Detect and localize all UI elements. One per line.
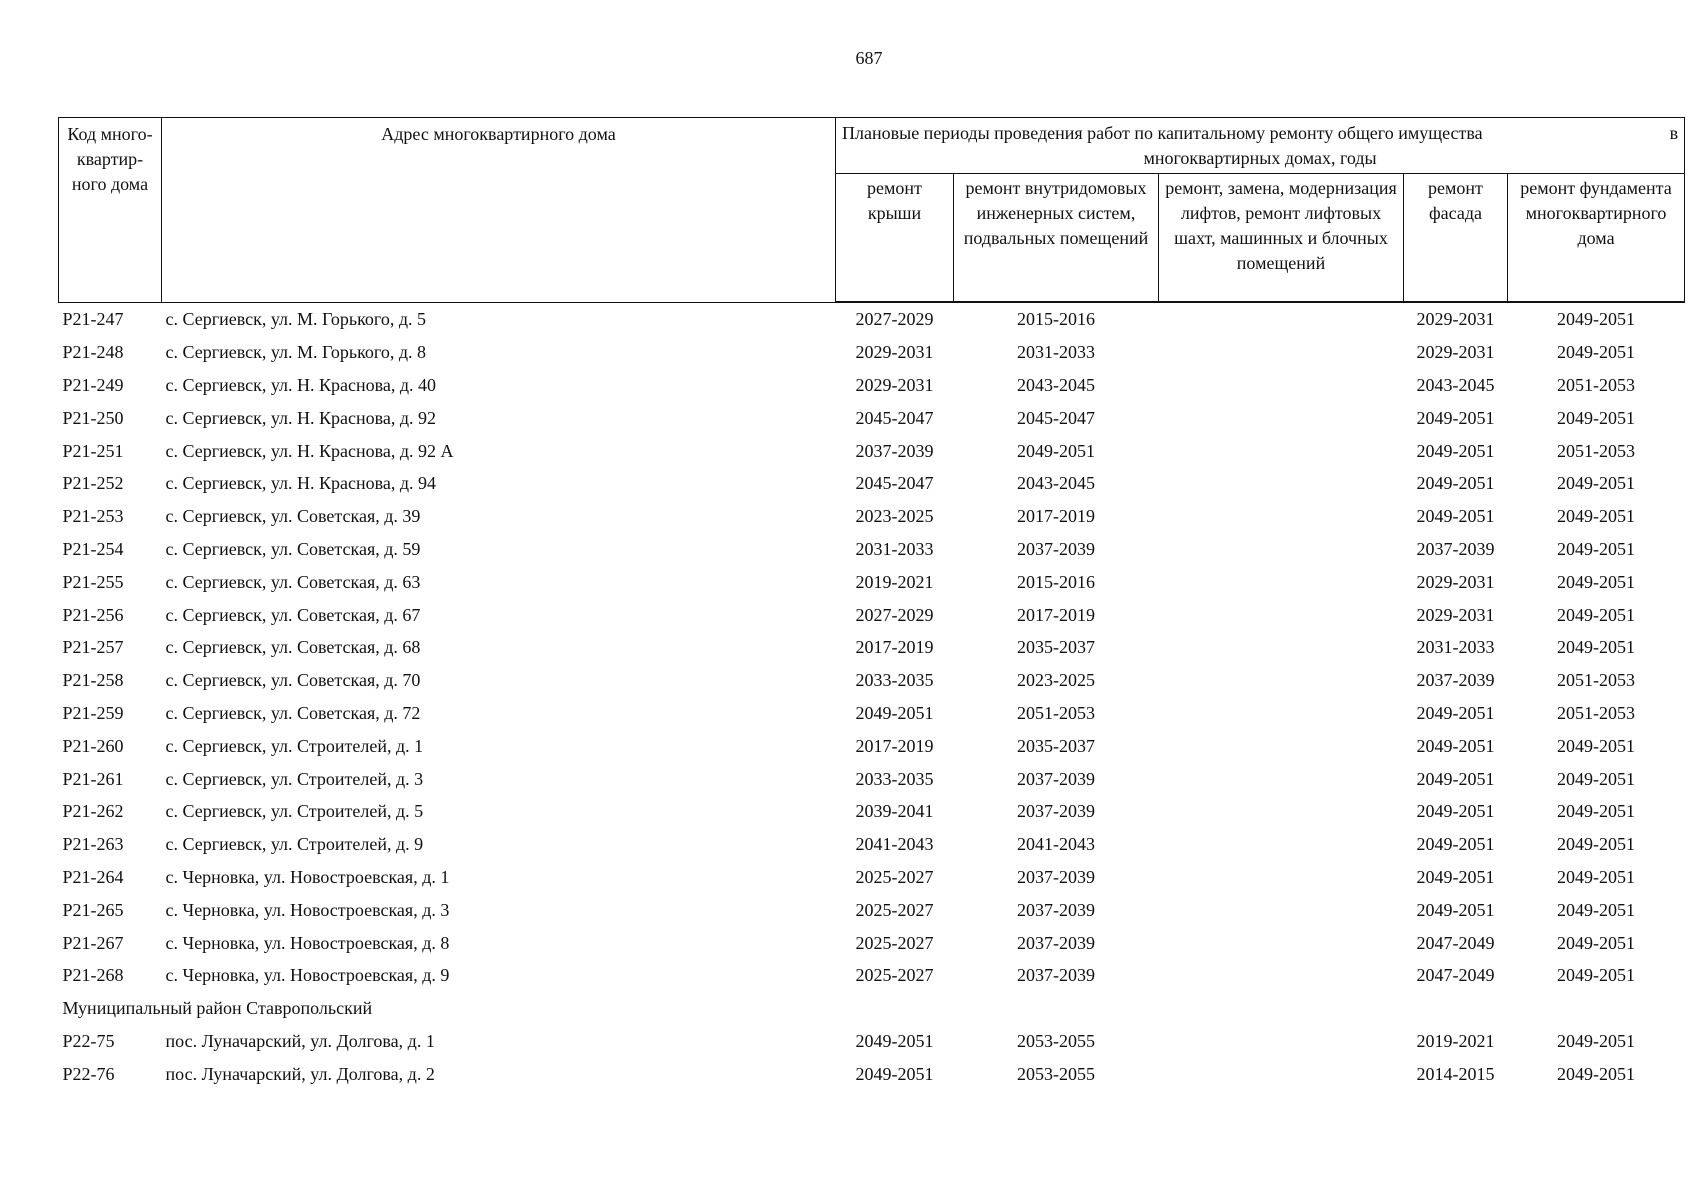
cell-code: Р21-262 — [62, 801, 124, 822]
cell-engineering: 2031-2033 — [1017, 342, 1095, 363]
table-row — [59, 1025, 1685, 1058]
table-row — [59, 401, 1685, 434]
cell-facade: 2029-2031 — [1416, 571, 1495, 592]
table-row — [59, 533, 1685, 566]
cell-elevator — [1159, 533, 1404, 566]
cell-code: Р21-251 — [62, 440, 124, 461]
table-row — [59, 1057, 1685, 1090]
cell-elevator — [1159, 1057, 1404, 1090]
cell-engineering: 2035-2037 — [1017, 735, 1095, 756]
cell-roof: 2049-2051 — [855, 1030, 934, 1051]
cell-code: Р21-267 — [62, 932, 124, 953]
table-row — [59, 598, 1685, 631]
table-row — [59, 434, 1685, 467]
header-engineering: ремонт внутридомовых инженерных систем, подвальных помещений — [954, 174, 1159, 303]
cell-address: с. Сергиевск, ул. Строителей, д. 1 — [165, 735, 424, 756]
table-row — [59, 828, 1685, 861]
cell-address: с. Сергиевск, ул. Н. Краснова, д. 92 А — [165, 440, 454, 461]
cell-foundation: 2049-2051 — [1557, 407, 1636, 428]
table-row — [59, 500, 1685, 533]
cell-code: Р22-75 — [62, 1030, 115, 1051]
cell-foundation: 2049-2051 — [1557, 342, 1636, 363]
table-row — [59, 664, 1685, 697]
cell-facade: 2049-2051 — [1416, 834, 1495, 855]
header-code: Код много-квартир-ного дома — [59, 118, 162, 303]
cell-engineering: 2017-2019 — [1017, 506, 1095, 527]
cell-elevator — [1159, 302, 1404, 336]
cell-foundation: 2049-2051 — [1557, 604, 1636, 625]
cell-roof: 2019-2021 — [855, 571, 934, 592]
cell-facade: 2043-2045 — [1416, 374, 1495, 395]
cell-foundation: 2051-2053 — [1557, 702, 1636, 723]
cell-foundation: 2049-2051 — [1557, 506, 1636, 527]
header-planned-periods-line1: Плановые периоды проведения работ по капитальному ремонту общего имущества — [842, 123, 1483, 143]
cell-code: Р21-264 — [62, 866, 124, 887]
cell-code: Р21-268 — [62, 965, 124, 986]
cell-address: с. Сергиевск, ул. Строителей, д. 5 — [165, 801, 424, 822]
table-row — [59, 762, 1685, 795]
table-row — [59, 795, 1685, 828]
cell-facade: 2047-2049 — [1416, 965, 1495, 986]
cell-elevator — [1159, 926, 1404, 959]
cell-engineering: 2015-2016 — [1017, 571, 1095, 592]
header-planned-periods-line2: многоквартирных домах, годы — [1143, 148, 1377, 168]
section-title: Муниципальный район Ставропольский — [62, 998, 373, 1019]
cell-elevator — [1159, 369, 1404, 402]
cell-code: Р21-265 — [62, 899, 124, 920]
cell-engineering: 2043-2045 — [1017, 473, 1095, 494]
cell-engineering: 2015-2016 — [1017, 309, 1095, 330]
cell-roof: 2033-2035 — [855, 768, 934, 789]
cell-foundation: 2049-2051 — [1557, 309, 1636, 330]
cell-engineering: 2045-2047 — [1017, 407, 1095, 428]
cell-address: с. Сергиевск, ул. Советская, д. 70 — [165, 670, 421, 691]
cell-elevator — [1159, 861, 1404, 894]
table-row — [59, 893, 1685, 926]
cell-elevator — [1159, 467, 1404, 500]
cell-foundation: 2049-2051 — [1557, 735, 1636, 756]
cell-elevator — [1159, 697, 1404, 730]
cell-code: Р21-249 — [62, 374, 124, 395]
cell-address: с. Сергиевск, ул. М. Горького, д. 5 — [165, 309, 426, 330]
header-foundation: ремонт фундамента многоквартирного дома — [1508, 174, 1685, 303]
cell-code: Р21-260 — [62, 735, 124, 756]
cell-elevator — [1159, 500, 1404, 533]
cell-address: с. Сергиевск, ул. Советская, д. 63 — [165, 571, 421, 592]
cell-elevator — [1159, 631, 1404, 664]
cell-address: с. Черновка, ул. Новостроевская, д. 3 — [165, 899, 450, 920]
table-row — [59, 467, 1685, 500]
cell-elevator — [1159, 434, 1404, 467]
cell-foundation: 2049-2051 — [1557, 571, 1636, 592]
cell-engineering: 2051-2053 — [1017, 702, 1095, 723]
cell-code: Р21-257 — [62, 637, 124, 658]
cell-engineering: 2037-2039 — [1017, 801, 1095, 822]
cell-foundation: 2051-2053 — [1557, 440, 1636, 461]
cell-facade: 2049-2051 — [1416, 440, 1495, 461]
cell-elevator — [1159, 959, 1404, 992]
cell-facade: 2037-2039 — [1416, 538, 1495, 559]
table-row — [59, 729, 1685, 762]
cell-code: Р21-261 — [62, 768, 124, 789]
cell-code: Р21-256 — [62, 604, 124, 625]
cell-roof: 2049-2051 — [855, 702, 934, 723]
cell-roof: 2017-2019 — [855, 637, 934, 658]
cell-facade: 2049-2051 — [1416, 735, 1495, 756]
cell-foundation: 2051-2053 — [1557, 670, 1636, 691]
cell-facade: 2049-2051 — [1416, 702, 1495, 723]
cell-address: пос. Луначарский, ул. Долгова, д. 1 — [165, 1030, 435, 1051]
cell-address: с. Сергиевск, ул. Н. Краснова, д. 94 — [165, 473, 437, 494]
cell-roof: 2027-2029 — [855, 604, 934, 625]
cell-elevator — [1159, 598, 1404, 631]
cell-foundation: 2049-2051 — [1557, 932, 1636, 953]
cell-foundation: 2049-2051 — [1557, 801, 1636, 822]
header-planned-periods — [836, 118, 1685, 174]
cell-foundation: 2049-2051 — [1557, 965, 1636, 986]
cell-elevator — [1159, 762, 1404, 795]
cell-elevator — [1159, 729, 1404, 762]
cell-engineering: 2037-2039 — [1017, 899, 1095, 920]
cell-foundation: 2049-2051 — [1557, 1030, 1636, 1051]
cell-elevator — [1159, 893, 1404, 926]
table-row — [59, 336, 1685, 369]
cell-roof: 2025-2027 — [855, 899, 934, 920]
cell-code: Р21-259 — [62, 702, 124, 723]
table-row — [59, 302, 1685, 336]
cell-address: с. Сергиевск, ул. Советская, д. 59 — [165, 538, 421, 559]
cell-facade: 2049-2051 — [1416, 801, 1495, 822]
cell-roof: 2025-2027 — [855, 965, 934, 986]
cell-facade: 2029-2031 — [1416, 604, 1495, 625]
table-header — [59, 118, 1685, 303]
cell-roof: 2031-2033 — [855, 538, 934, 559]
cell-roof: 2033-2035 — [855, 670, 934, 691]
cell-elevator — [1159, 664, 1404, 697]
cell-facade: 2029-2031 — [1416, 342, 1495, 363]
cell-code: Р22-76 — [62, 1063, 115, 1084]
cell-code: Р21-250 — [62, 407, 124, 428]
cell-facade: 2047-2049 — [1416, 932, 1495, 953]
cell-facade: 2049-2051 — [1416, 473, 1495, 494]
cell-engineering: 2037-2039 — [1017, 768, 1095, 789]
cell-elevator — [1159, 828, 1404, 861]
cell-engineering: 2049-2051 — [1017, 440, 1095, 461]
cell-address: с. Сергиевск, ул. Строителей, д. 3 — [165, 768, 424, 789]
section-row — [59, 992, 1685, 1025]
cell-elevator — [1159, 336, 1404, 369]
cell-roof: 2027-2029 — [855, 309, 934, 330]
cell-address: с. Сергиевск, ул. Советская, д. 72 — [165, 702, 421, 723]
cell-roof: 2023-2025 — [855, 506, 934, 527]
cell-foundation: 2049-2051 — [1557, 834, 1636, 855]
cell-engineering: 2043-2045 — [1017, 374, 1095, 395]
cell-facade: 2037-2039 — [1416, 670, 1495, 691]
cell-roof: 2041-2043 — [855, 834, 934, 855]
table-row — [59, 959, 1685, 992]
cell-code: Р21-253 — [62, 506, 124, 527]
cell-roof: 2025-2027 — [855, 866, 934, 887]
cell-address: с. Сергиевск, ул. Строителей, д. 9 — [165, 834, 424, 855]
cell-elevator — [1159, 1025, 1404, 1058]
cell-code: Р21-248 — [62, 342, 124, 363]
cell-facade: 2049-2051 — [1416, 506, 1495, 527]
cell-engineering: 2023-2025 — [1017, 670, 1095, 691]
cell-foundation: 2049-2051 — [1557, 866, 1636, 887]
cell-code: Р21-252 — [62, 473, 124, 494]
header-address: Адрес многоквартирного дома — [162, 118, 836, 303]
table-row — [59, 926, 1685, 959]
cell-engineering: 2037-2039 — [1017, 866, 1095, 887]
cell-address: с. Сергиевск, ул. Советская, д. 67 — [165, 604, 421, 625]
cell-address: с. Сергиевск, ул. М. Горького, д. 8 — [165, 342, 426, 363]
cell-facade: 2014-2015 — [1416, 1063, 1495, 1084]
table-row — [59, 565, 1685, 598]
cell-roof: 2045-2047 — [855, 473, 934, 494]
cell-facade: 2049-2051 — [1416, 407, 1495, 428]
cell-engineering: 2035-2037 — [1017, 637, 1095, 658]
cell-address: с. Сергиевск, ул. Советская, д. 68 — [165, 637, 421, 658]
cell-code: Р21-263 — [62, 834, 124, 855]
cell-address: с. Черновка, ул. Новостроевская, д. 9 — [165, 965, 450, 986]
cell-facade: 2031-2033 — [1416, 637, 1495, 658]
cell-code: Р21-254 — [62, 538, 124, 559]
header-facade: ремонт фасада — [1404, 174, 1508, 303]
cell-foundation: 2049-2051 — [1557, 538, 1636, 559]
cell-engineering: 2037-2039 — [1017, 965, 1095, 986]
cell-engineering: 2053-2055 — [1017, 1030, 1095, 1051]
repair-schedule-table — [58, 117, 1685, 1090]
cell-roof: 2029-2031 — [855, 342, 934, 363]
cell-facade: 2029-2031 — [1416, 309, 1495, 330]
table-row — [59, 861, 1685, 894]
cell-foundation: 2049-2051 — [1557, 473, 1636, 494]
cell-roof: 2045-2047 — [855, 407, 934, 428]
cell-roof: 2049-2051 — [855, 1063, 934, 1084]
cell-roof: 2039-2041 — [855, 801, 934, 822]
cell-foundation: 2049-2051 — [1557, 1063, 1636, 1084]
table-row — [59, 369, 1685, 402]
cell-code: Р21-247 — [62, 309, 124, 330]
cell-roof: 2037-2039 — [855, 440, 934, 461]
cell-engineering: 2037-2039 — [1017, 932, 1095, 953]
cell-facade: 2049-2051 — [1416, 866, 1495, 887]
cell-roof: 2029-2031 — [855, 374, 934, 395]
cell-address: с. Сергиевск, ул. Советская, д. 39 — [165, 506, 421, 527]
cell-foundation: 2049-2051 — [1557, 899, 1636, 920]
cell-engineering: 2037-2039 — [1017, 538, 1095, 559]
cell-address: с. Черновка, ул. Новостроевская, д. 8 — [165, 932, 450, 953]
header-planned-periods-line1-end: в — [1669, 123, 1679, 143]
cell-engineering: 2017-2019 — [1017, 604, 1095, 625]
cell-address: пос. Луначарский, ул. Долгова, д. 2 — [165, 1063, 435, 1084]
cell-foundation: 2049-2051 — [1557, 637, 1636, 658]
cell-elevator — [1159, 565, 1404, 598]
cell-engineering: 2053-2055 — [1017, 1063, 1095, 1084]
cell-address: с. Сергиевск, ул. Н. Краснова, д. 92 — [165, 407, 437, 428]
cell-facade: 2049-2051 — [1416, 768, 1495, 789]
cell-code: Р21-255 — [62, 571, 124, 592]
header-elevator: ремонт, замена, модернизация лифтов, ремонт лифтовых шахт, машинных и блочных помещений — [1159, 174, 1404, 303]
cell-foundation: 2049-2051 — [1557, 768, 1636, 789]
cell-elevator — [1159, 795, 1404, 828]
cell-address: с. Сергиевск, ул. Н. Краснова, д. 40 — [165, 374, 437, 395]
cell-facade: 2049-2051 — [1416, 899, 1495, 920]
cell-engineering: 2041-2043 — [1017, 834, 1095, 855]
table-row — [59, 697, 1685, 730]
cell-facade: 2019-2021 — [1416, 1030, 1495, 1051]
cell-foundation: 2051-2053 — [1557, 374, 1636, 395]
cell-roof: 2025-2027 — [855, 932, 934, 953]
page-number: 687 — [855, 48, 883, 68]
table-row — [59, 631, 1685, 664]
header-roof: ремонт крыши — [836, 174, 954, 303]
cell-elevator — [1159, 401, 1404, 434]
cell-code: Р21-258 — [62, 670, 124, 691]
cell-address: с. Черновка, ул. Новостроевская, д. 1 — [165, 866, 450, 887]
table-body — [59, 302, 1685, 1090]
cell-roof: 2017-2019 — [855, 735, 934, 756]
